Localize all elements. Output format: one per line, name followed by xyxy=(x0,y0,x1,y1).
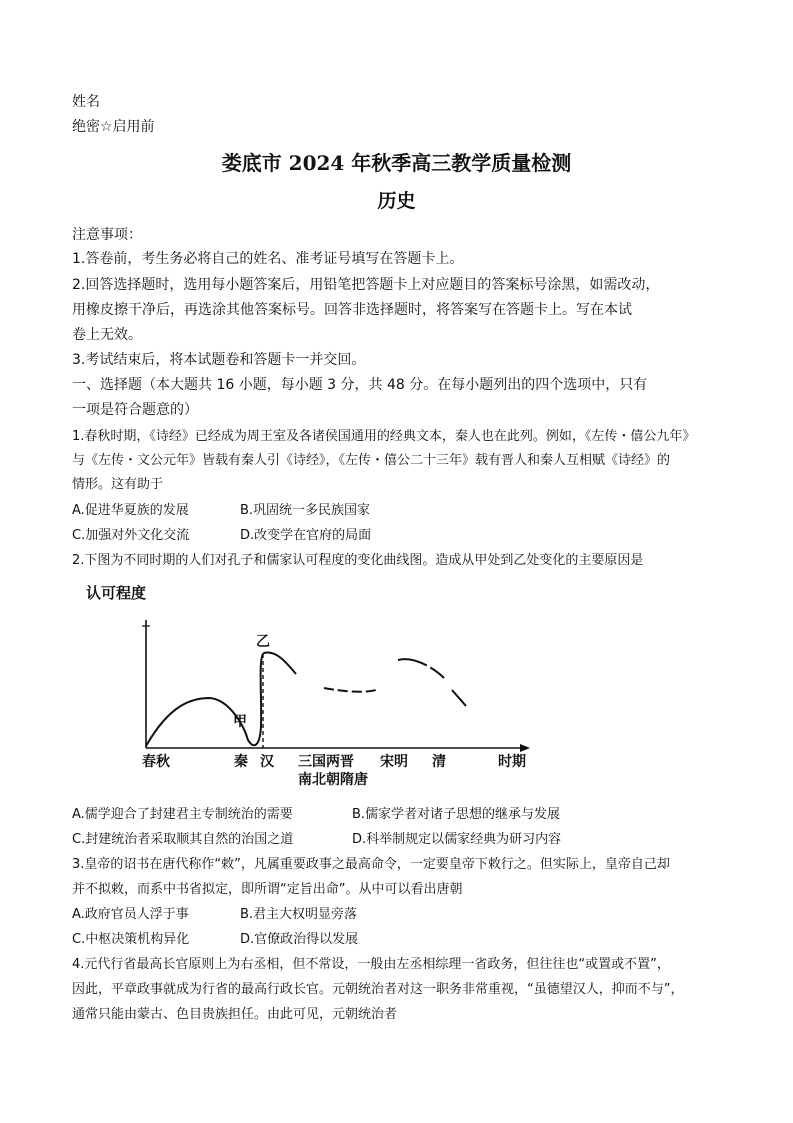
q1-option-a[interactable]: A.促进华夏族的发展 xyxy=(72,503,189,518)
x-tick-label: 宋明 xyxy=(380,754,408,770)
q4-stem: 通常只能由蒙古、色目贵族担任。由此可见，元朝统治者 xyxy=(72,1007,398,1022)
notice-line: 1.答卷前，考生务必将自己的姓名、准考证号填写在答题卡上。 xyxy=(72,251,464,267)
curve-segment-songming xyxy=(398,659,444,678)
q2-option-a[interactable]: A.儒学迎合了封建君主专制统治的需要 xyxy=(72,807,293,822)
name-label: 姓名 xyxy=(72,94,100,110)
q2-stem: 2.下图为不同时期的人们对孔子和儒家认可程度的变化曲线图。造成从甲处到乙处变化的主要原因是 xyxy=(72,553,644,568)
exam-title: 娄底市 2024 年秋季高三教学质量检测 xyxy=(221,151,572,175)
notice-line: 卷上无效。 xyxy=(72,327,142,343)
q3-option-b[interactable]: B.君主大权明显旁落 xyxy=(240,907,358,922)
q1-stem: 情形。这有助于 xyxy=(72,477,164,492)
notice-heading: 注意事项： xyxy=(72,227,142,243)
secret-label: 绝密☆启用前 xyxy=(72,119,155,135)
x-axis-arrow xyxy=(520,744,530,752)
q2-option-b[interactable]: B.儒家学者对诸子思想的继承与发展 xyxy=(352,807,561,822)
recognition-chart xyxy=(72,576,552,796)
x-sublabel: 南北朝隋唐 xyxy=(298,772,368,788)
x-tick-label: 汉 xyxy=(260,754,274,770)
q3-stem: 3.皇帝的诏书在唐代称作“敕”，凡属重要政事之最高命令，一定要皇帝下敕行之。但实际上，皇帝自己却 xyxy=(72,857,670,872)
exam-subject: 历史 xyxy=(377,190,416,212)
annotation-jia: 甲 xyxy=(233,714,247,730)
curve-segment-chunqiu-han xyxy=(146,653,264,746)
notice-line: 2.回答选择题时，选用每小题答案后，用铅笔把答题卡上对应题目的答案标号涂黑，如需改动， xyxy=(72,277,660,293)
section-heading: 一、选择题（本大题共 16 小题，每小题 3 分，共 48 分。在每小题列出的四个选项中，只有 xyxy=(72,377,648,393)
q3-stem: 并不拟敕，而系中书省拟定，即所谓“定旨出命”。从中可以看出唐朝 xyxy=(72,882,463,897)
notice-line: 用橡皮擦干净后，再选涂其他答案标号。回答非选择题时，将答案写在答题卡上。写在本试 xyxy=(72,302,632,318)
notice-line: 3.考试结束后，将本试题卷和答题卡一并交回。 xyxy=(72,352,366,368)
annotation-yi: 乙 xyxy=(256,634,270,650)
q1-option-b[interactable]: B.巩固统一多民族国家 xyxy=(240,503,371,518)
x-tick-label: 春秋 xyxy=(142,754,170,770)
section-heading: 一项是符合题意的） xyxy=(72,402,198,418)
x-tick-label: 秦 xyxy=(234,754,248,770)
q1-stem: 与《左传・文公元年》皆载有秦人引《诗经》，《左传・僖公二十三年》载有晋人和秦人互相赋《诗经》的 xyxy=(72,453,671,468)
q4-stem: 4.元代行省最高长官原则上为右丞相，但不常设，一般由左丞相综理一省政务，但往往也“或置或不置”， xyxy=(72,957,670,972)
q1-option-c[interactable]: C.加强对外文化交流 xyxy=(72,528,190,543)
q4-stem: 因此，平章政事就成为行省的最高行政长官。元朝统治者对这一职务非常重视，“虽德望汉人，抑而不与”， xyxy=(72,982,684,997)
x-tick-label: 三国两晋 xyxy=(298,754,354,770)
q3-option-d[interactable]: D.官僚政治得以发展 xyxy=(240,932,359,947)
q3-option-c[interactable]: C.中枢决策机构异化 xyxy=(72,932,190,947)
q1-option-d[interactable]: D.改变学在官府的局面 xyxy=(240,528,372,543)
curve-segment-qing xyxy=(452,690,466,706)
chart-xlabel: 时期 xyxy=(498,754,526,770)
chart-ylabel: 认可程度 xyxy=(86,584,147,602)
curve-segment-han xyxy=(264,653,296,674)
q2-option-d[interactable]: D.科举制规定以儒家经典为研习内容 xyxy=(352,832,562,847)
x-tick-label: 清 xyxy=(432,754,446,770)
q2-option-c[interactable]: C.封建统治者采取顺其自然的治国之道 xyxy=(72,832,294,847)
q1-stem: 1.春秋时期，《诗经》已经成为周王室及各诸侯国通用的经典文本，秦人也在此列。例如，《左传・僖公九年》 xyxy=(72,429,696,444)
curve-segment-sanguo xyxy=(324,688,376,692)
q3-option-a[interactable]: A.政府官员人浮于事 xyxy=(72,907,189,922)
